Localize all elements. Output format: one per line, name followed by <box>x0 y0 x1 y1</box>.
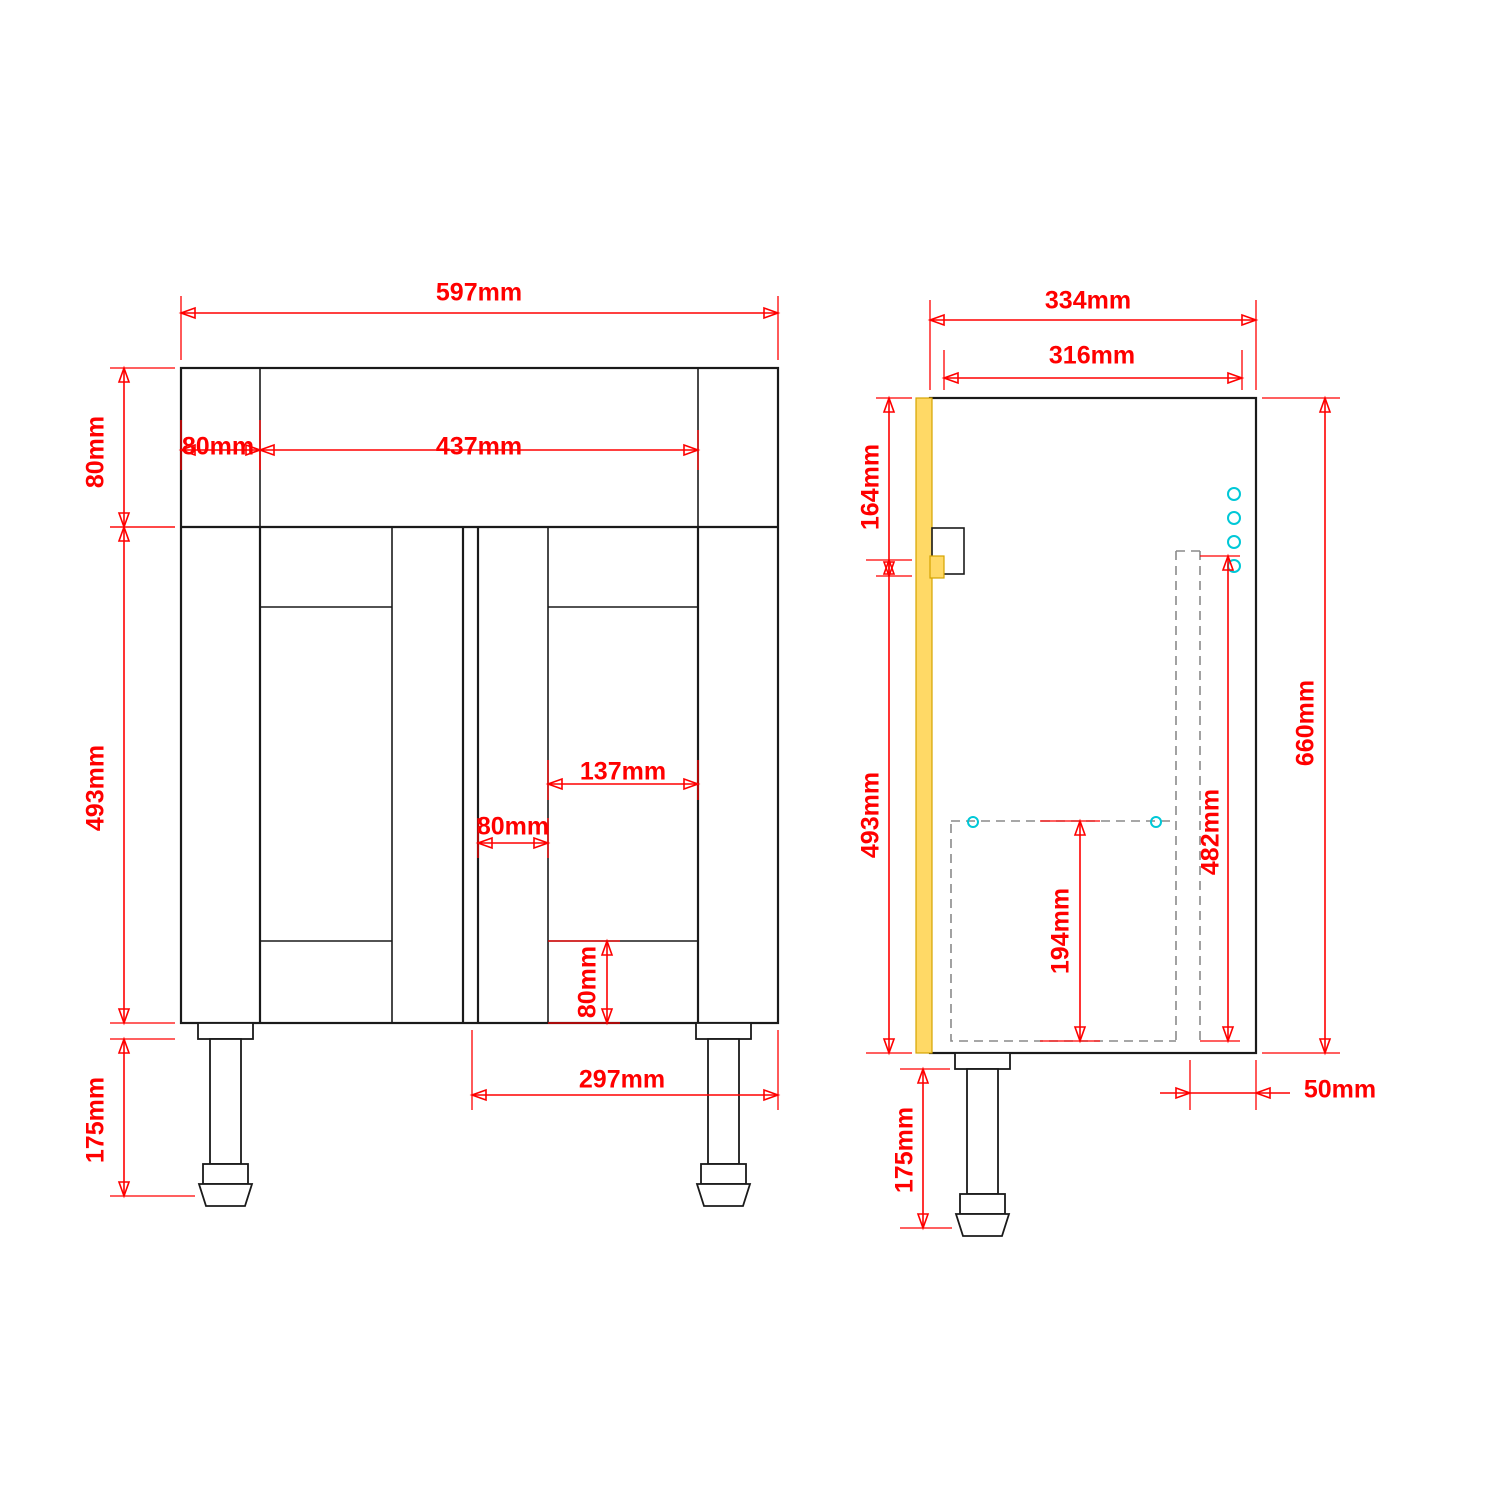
dim-front-bottom-rail-height: 80mm <box>573 945 602 1019</box>
dim-side-internal-height: 194mm <box>1046 887 1075 975</box>
front-leg-left <box>198 1023 253 1206</box>
side-view-dimensions <box>857 287 1377 1228</box>
front-view-dimensions <box>82 279 778 1196</box>
dim-side-leg-setback: 50mm <box>1303 1075 1377 1104</box>
dim-front-body-height: 493mm <box>81 744 110 832</box>
dim-front-overall-width: 597mm <box>435 278 523 307</box>
dim-front-inner-offset: 80mm <box>476 812 550 841</box>
dim-side-overall-depth: 334mm <box>1044 286 1132 315</box>
dim-side-carcass-depth: 316mm <box>1048 341 1136 370</box>
dim-side-shelf-depth: 482mm <box>1196 788 1225 876</box>
dim-front-top-drawer-height: 80mm <box>81 415 110 489</box>
dim-front-drawer-width: 437mm <box>435 432 523 461</box>
front-leg-right <box>696 1023 751 1206</box>
dim-front-leg-height: 175mm <box>81 1076 110 1164</box>
dim-front-leg-centres: 297mm <box>578 1065 666 1094</box>
dim-side-upper-height: 164mm <box>856 443 885 531</box>
dim-front-inner-panel-width: 137mm <box>579 757 667 786</box>
edge-band-strip <box>916 398 932 1053</box>
dim-side-overall-height: 660mm <box>1291 679 1320 767</box>
dim-side-leg-height: 175mm <box>890 1106 919 1194</box>
dim-side-body-height: 493mm <box>856 771 885 859</box>
side-leg <box>955 1053 1010 1236</box>
dim-front-side-panel-width: 80mm <box>181 432 255 461</box>
